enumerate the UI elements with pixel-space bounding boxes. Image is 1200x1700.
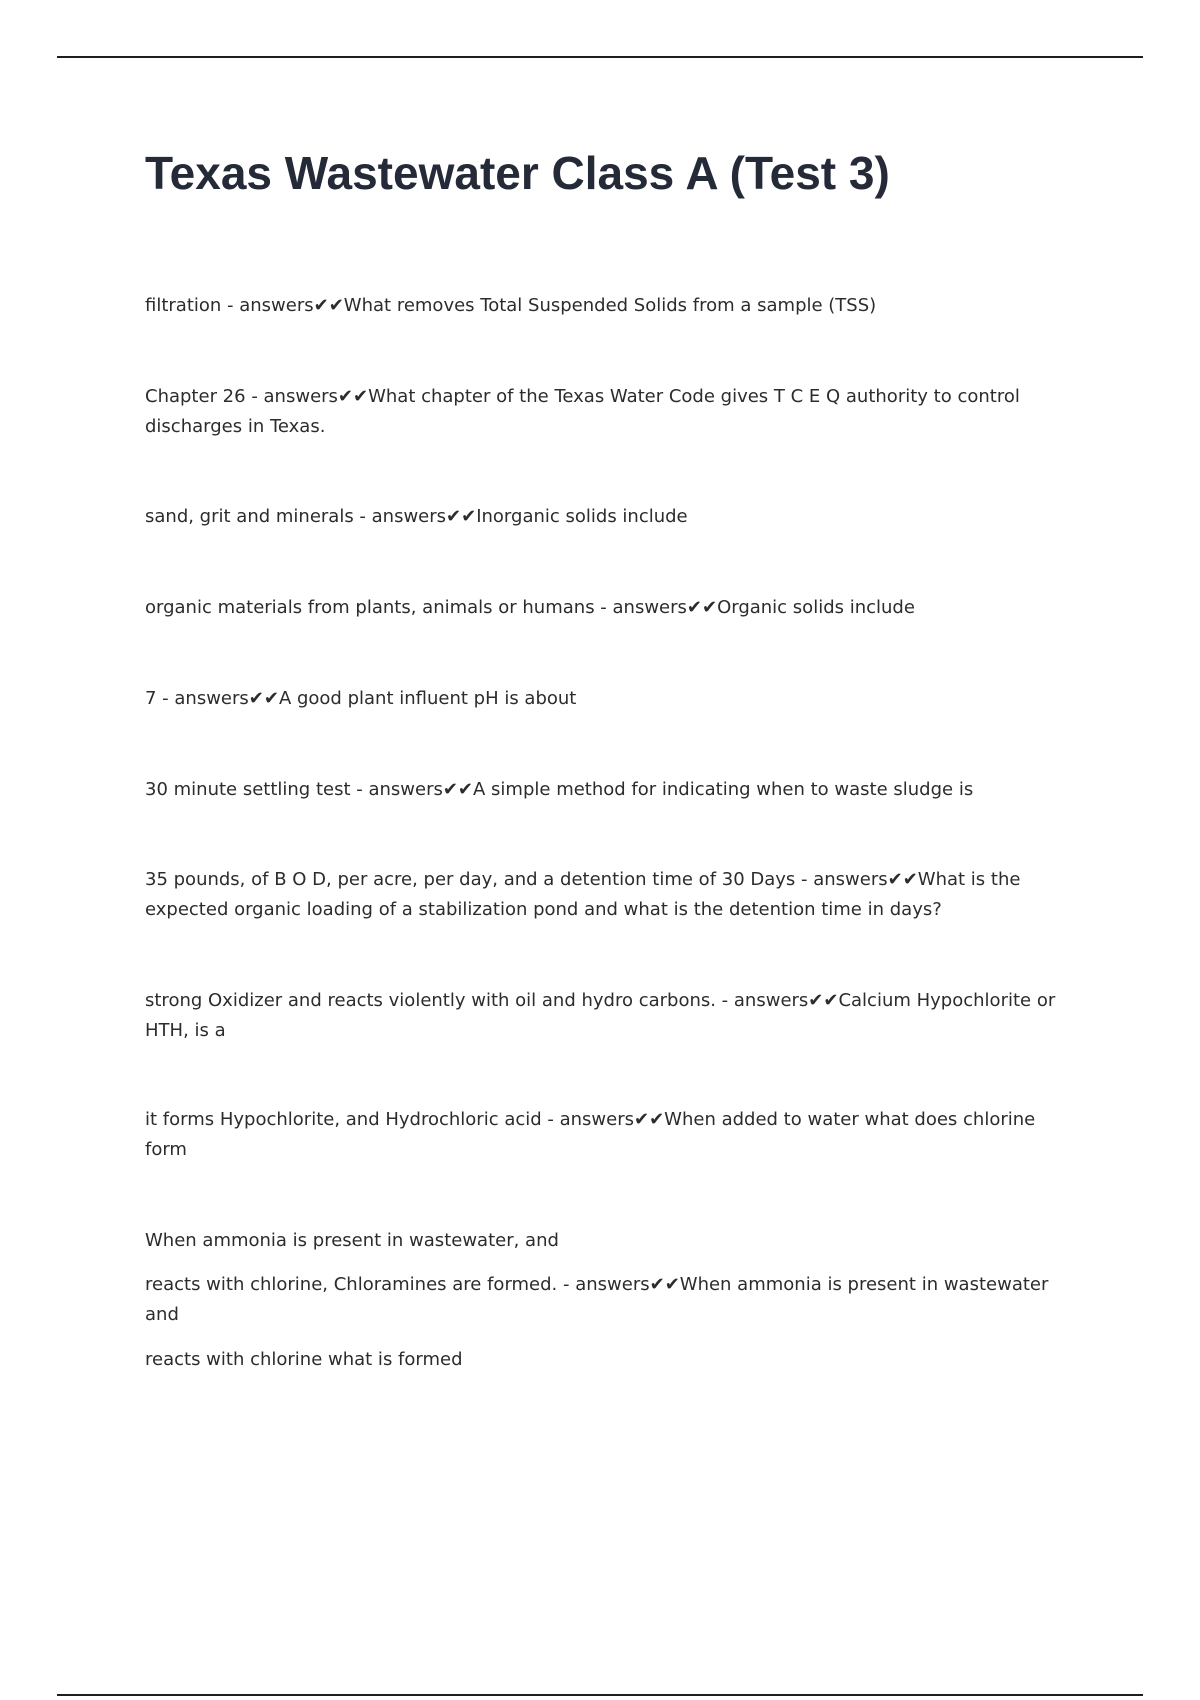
qa-entry: strong Oxidizer and reacts violently with oil and hydro carbons. - answers✔✔Calcium Hypochlorite or HTH, is a xyxy=(145,990,1056,1041)
qa-entry: Chapter 26 - answers✔✔What chapter of the Texas Water Code gives T C E Q authority to control discharges in Texas. xyxy=(145,386,1020,437)
qa-entry: organic materials from plants, animals or humans - answers✔✔Organic solids include xyxy=(145,597,915,618)
top-rule xyxy=(57,56,1143,58)
qa-entry: sand, grit and minerals - answers✔✔Inorganic solids include xyxy=(145,506,688,527)
qa-entry: 30 minute settling test - answers✔✔A simple method for indicating when to waste sludge is xyxy=(145,779,974,800)
qa-entry: filtration - answers✔✔What removes Total Suspended Solids from a sample (TSS) xyxy=(145,295,877,316)
document-title: Texas Wastewater Class A (Test 3) xyxy=(145,147,890,199)
qa-entry: it forms Hypochlorite, and Hydrochloric acid - answers✔✔When added to water what does chlorine form xyxy=(145,1109,1036,1160)
qa-entry: reacts with chlorine what is formed xyxy=(145,1349,463,1370)
qa-entry: 35 pounds, of B O D, per acre, per day, and a detention time of 30 Days - answers✔✔What is the expected organic loading of a stabilization pond and what is the detention time in days? xyxy=(145,869,1021,920)
qa-entry: reacts with chlorine, Chloramines are formed. - answers✔✔When ammonia is present in wastewater and xyxy=(145,1274,1049,1325)
qa-entry: 7 - answers✔✔A good plant influent pH is about xyxy=(145,688,577,709)
qa-entry: When ammonia is present in wastewater, and xyxy=(145,1230,559,1251)
bottom-rule xyxy=(57,1694,1143,1696)
